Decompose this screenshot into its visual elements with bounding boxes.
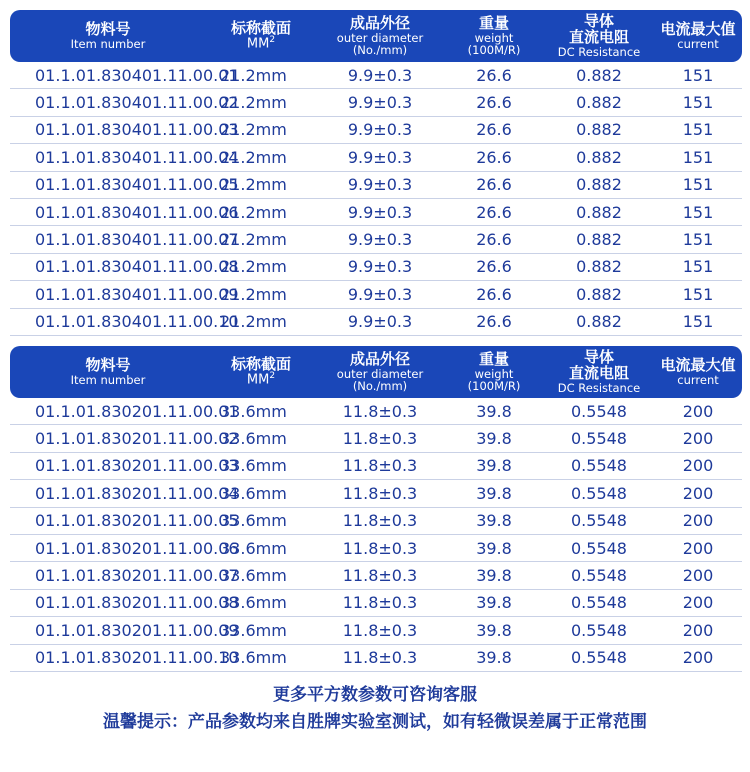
col-current bbox=[654, 22, 742, 50]
cell-section: 21.2mm bbox=[220, 257, 287, 277]
col-label-en-unit: (100M/R) bbox=[467, 42, 521, 57]
cell-outer-diameter: 11.8±0.3 bbox=[342, 620, 418, 640]
cell-current: 200 bbox=[682, 483, 714, 503]
cell-outer-diameter: 11.8±0.3 bbox=[342, 538, 418, 558]
cell-current: 200 bbox=[682, 429, 714, 449]
cell-weight: 26.6 bbox=[476, 257, 512, 277]
cell-outer-diameter: 11.8±0.3 bbox=[342, 483, 418, 503]
cell-section: 33.6mm bbox=[220, 648, 287, 668]
cell-item-number: 01.1.01.830401.11.00.03 bbox=[35, 120, 239, 140]
cell-current: 151 bbox=[682, 65, 714, 85]
cell-weight: 26.6 bbox=[476, 312, 512, 332]
cell-weight: 39.8 bbox=[476, 429, 512, 449]
cell-current: 151 bbox=[682, 93, 714, 113]
cell-current: 200 bbox=[682, 593, 714, 613]
cell-current: 200 bbox=[682, 511, 714, 531]
cell-section: 21.2mm bbox=[220, 202, 287, 222]
cell-current: 151 bbox=[682, 230, 714, 250]
cell-current: 151 bbox=[682, 175, 714, 195]
cell-section: 21.2mm bbox=[220, 120, 287, 140]
col-label-zh: 重量 bbox=[478, 350, 509, 369]
table-row bbox=[10, 62, 742, 89]
col-label-zh: 成品外径 bbox=[349, 350, 410, 369]
col-weight bbox=[444, 16, 544, 56]
cell-item-number: 01.1.01.830401.11.00.10 bbox=[35, 312, 239, 332]
cell-item-number: 01.1.01.830201.11.00.04 bbox=[35, 483, 239, 503]
col-label-en: current bbox=[677, 36, 719, 51]
table-row bbox=[10, 199, 742, 226]
cell-current: 200 bbox=[682, 401, 714, 421]
unit-text: MM bbox=[246, 372, 270, 388]
cell-current: 200 bbox=[682, 620, 714, 640]
cell-item-number: 01.1.01.830401.11.00.04 bbox=[35, 147, 239, 167]
cell-current: 151 bbox=[682, 284, 714, 304]
cell-resistance: 0.882 bbox=[576, 284, 622, 304]
cell-resistance: 0.5548 bbox=[571, 456, 627, 476]
table-row bbox=[10, 281, 742, 308]
cell-section: 21.2mm bbox=[220, 284, 287, 304]
col-label-en: Item number bbox=[70, 372, 146, 387]
table-row bbox=[10, 480, 742, 507]
col-label-unit bbox=[206, 372, 316, 387]
cell-resistance: 0.5548 bbox=[571, 483, 627, 503]
col-label-zh: 标称截面 bbox=[230, 18, 291, 37]
cell-weight: 26.6 bbox=[476, 93, 512, 113]
cell-outer-diameter: 9.9±0.3 bbox=[347, 93, 413, 113]
cell-weight: 26.6 bbox=[476, 202, 512, 222]
cell-outer-diameter: 9.9±0.3 bbox=[347, 312, 413, 332]
col-label-zh: 导体 bbox=[583, 348, 614, 367]
table-row bbox=[10, 590, 742, 617]
cell-outer-diameter: 11.8±0.3 bbox=[342, 566, 418, 586]
cell-resistance: 0.5548 bbox=[571, 429, 627, 449]
cell-item-number: 01.1.01.830201.11.00.01 bbox=[35, 401, 239, 421]
cell-section: 33.6mm bbox=[220, 483, 287, 503]
table-row bbox=[10, 398, 742, 425]
col-label-zh: 重量 bbox=[478, 14, 509, 33]
cell-item-number: 01.1.01.830401.11.00.01 bbox=[35, 65, 239, 85]
cell-item-number: 01.1.01.830201.11.00.03 bbox=[35, 456, 239, 476]
footer-disclaimer: 温馨提示：产品参数均来自胜牌实验室测试，如有轻微误差属于正常范围 bbox=[103, 712, 647, 732]
cell-outer-diameter: 11.8±0.3 bbox=[342, 429, 418, 449]
col-label-en: outer diameter bbox=[336, 30, 424, 45]
cell-section: 21.2mm bbox=[220, 65, 287, 85]
cell-section: 33.6mm bbox=[220, 401, 287, 421]
cell-item-number: 01.1.01.830401.11.00.09 bbox=[35, 284, 239, 304]
table-header bbox=[10, 10, 742, 62]
table-row bbox=[10, 89, 742, 116]
cell-item-number: 01.1.01.830201.11.00.02 bbox=[35, 429, 239, 449]
col-label-en: current bbox=[677, 372, 719, 387]
cell-current: 151 bbox=[682, 120, 714, 140]
col-weight bbox=[444, 352, 544, 392]
table-body bbox=[10, 62, 742, 336]
cell-weight: 39.8 bbox=[476, 483, 512, 503]
cell-outer-diameter: 9.9±0.3 bbox=[347, 257, 413, 277]
cell-weight: 39.8 bbox=[476, 593, 512, 613]
cell-item-number: 01.1.01.830201.11.00.05 bbox=[35, 511, 239, 531]
col-label-en-unit: (No./mm) bbox=[352, 42, 408, 57]
col-label-unit bbox=[206, 36, 316, 51]
table-row bbox=[10, 117, 742, 144]
cell-section: 33.6mm bbox=[220, 456, 287, 476]
cell-weight: 39.8 bbox=[476, 511, 512, 531]
col-label-zh: 电流最大值 bbox=[660, 356, 736, 375]
cell-current: 200 bbox=[682, 648, 714, 668]
cell-current: 200 bbox=[682, 456, 714, 476]
cell-outer-diameter: 9.9±0.3 bbox=[347, 175, 413, 195]
cell-outer-diameter: 11.8±0.3 bbox=[342, 648, 418, 668]
footer-note: 更多平方数参数可咨询客服 bbox=[273, 685, 477, 705]
col-label-zh-2: 直流电阻 bbox=[568, 363, 629, 382]
cell-outer-diameter: 9.9±0.3 bbox=[347, 230, 413, 250]
cell-item-number: 01.1.01.830401.11.00.05 bbox=[35, 175, 239, 195]
table-header bbox=[10, 346, 742, 398]
cell-section: 33.6mm bbox=[220, 511, 287, 531]
table-row bbox=[10, 617, 742, 644]
table-row bbox=[10, 425, 742, 452]
cell-outer-diameter: 9.9±0.3 bbox=[347, 120, 413, 140]
col-label-en-unit: (100M/R) bbox=[467, 378, 521, 393]
cell-outer-diameter: 9.9±0.3 bbox=[347, 147, 413, 167]
cell-section: 21.2mm bbox=[220, 312, 287, 332]
cell-weight: 26.6 bbox=[476, 175, 512, 195]
cell-resistance: 0.5548 bbox=[571, 648, 627, 668]
col-item-number bbox=[10, 22, 206, 50]
unit-superscript: 2 bbox=[269, 371, 276, 382]
cell-section: 33.6mm bbox=[220, 429, 287, 449]
cell-resistance: 0.882 bbox=[576, 202, 622, 222]
cell-section: 21.2mm bbox=[220, 147, 287, 167]
table-row bbox=[10, 172, 742, 199]
col-section bbox=[206, 18, 316, 52]
cell-weight: 26.6 bbox=[476, 65, 512, 85]
cell-current: 200 bbox=[682, 538, 714, 558]
cell-section: 21.2mm bbox=[220, 175, 287, 195]
cell-weight: 39.8 bbox=[476, 620, 512, 640]
cell-weight: 26.6 bbox=[476, 284, 512, 304]
cell-item-number: 01.1.01.830401.11.00.02 bbox=[35, 93, 239, 113]
table-row bbox=[10, 645, 742, 672]
col-label-en: Item number bbox=[70, 36, 146, 51]
cell-resistance: 0.882 bbox=[576, 65, 622, 85]
cell-weight: 39.8 bbox=[476, 401, 512, 421]
table-row bbox=[10, 144, 742, 171]
cell-weight: 39.8 bbox=[476, 648, 512, 668]
cell-weight: 39.8 bbox=[476, 538, 512, 558]
table-row bbox=[10, 453, 742, 480]
col-label-en: DC Resistance bbox=[557, 44, 641, 59]
col-label-zh-2: 直流电阻 bbox=[568, 27, 629, 46]
col-outer-diameter bbox=[316, 16, 444, 56]
cell-item-number: 01.1.01.830201.11.00.10 bbox=[35, 648, 239, 668]
cell-section: 21.2mm bbox=[220, 230, 287, 250]
cell-item-number: 01.1.01.830401.11.00.07 bbox=[35, 230, 239, 250]
cell-section: 33.6mm bbox=[220, 538, 287, 558]
cell-outer-diameter: 11.8±0.3 bbox=[342, 511, 418, 531]
col-label-en: DC Resistance bbox=[557, 380, 641, 395]
table-row bbox=[10, 254, 742, 281]
cell-outer-diameter: 11.8±0.3 bbox=[342, 401, 418, 421]
cell-section: 21.2mm bbox=[220, 93, 287, 113]
cell-resistance: 0.5548 bbox=[571, 593, 627, 613]
col-label-zh: 物料号 bbox=[85, 356, 131, 375]
cell-item-number: 01.1.01.830401.11.00.06 bbox=[35, 202, 239, 222]
cell-resistance: 0.882 bbox=[576, 312, 622, 332]
cell-item-number: 01.1.01.830201.11.00.09 bbox=[35, 620, 239, 640]
col-outer-diameter bbox=[316, 352, 444, 392]
cell-section: 33.6mm bbox=[220, 566, 287, 586]
cell-weight: 26.6 bbox=[476, 147, 512, 167]
cell-resistance: 0.882 bbox=[576, 120, 622, 140]
col-label-en-unit: (No./mm) bbox=[352, 378, 408, 393]
col-resistance bbox=[544, 14, 654, 58]
spec-table-21mm bbox=[10, 10, 742, 336]
cell-current: 151 bbox=[682, 312, 714, 332]
col-resistance bbox=[544, 350, 654, 394]
cell-resistance: 0.882 bbox=[576, 93, 622, 113]
cell-weight: 39.8 bbox=[476, 456, 512, 476]
col-label-en: weight bbox=[474, 30, 514, 45]
col-label-zh: 物料号 bbox=[85, 20, 131, 39]
table-row bbox=[10, 309, 742, 336]
cell-resistance: 0.882 bbox=[576, 257, 622, 277]
col-item-number bbox=[10, 358, 206, 386]
cell-current: 200 bbox=[682, 566, 714, 586]
cell-current: 151 bbox=[682, 257, 714, 277]
cell-outer-diameter: 9.9±0.3 bbox=[347, 202, 413, 222]
cell-resistance: 0.5548 bbox=[571, 566, 627, 586]
table-body bbox=[10, 398, 742, 672]
cell-section: 33.6mm bbox=[220, 620, 287, 640]
cell-current: 151 bbox=[682, 202, 714, 222]
unit-superscript: 2 bbox=[269, 35, 276, 46]
cell-resistance: 0.5548 bbox=[571, 511, 627, 531]
cell-resistance: 0.882 bbox=[576, 175, 622, 195]
cell-resistance: 0.5548 bbox=[571, 401, 627, 421]
cell-weight: 39.8 bbox=[476, 566, 512, 586]
cell-outer-diameter: 9.9±0.3 bbox=[347, 284, 413, 304]
col-label-en: weight bbox=[474, 366, 514, 381]
cell-outer-diameter: 11.8±0.3 bbox=[342, 593, 418, 613]
unit-text: MM bbox=[246, 36, 270, 52]
cell-item-number: 01.1.01.830201.11.00.06 bbox=[35, 538, 239, 558]
cell-resistance: 0.5548 bbox=[571, 538, 627, 558]
cell-item-number: 01.1.01.830401.11.00.08 bbox=[35, 257, 239, 277]
spec-table-33mm bbox=[10, 346, 742, 672]
cell-weight: 26.6 bbox=[476, 230, 512, 250]
cell-section: 33.6mm bbox=[220, 593, 287, 613]
col-label-zh: 成品外径 bbox=[349, 14, 410, 33]
col-label-zh: 电流最大值 bbox=[660, 20, 736, 39]
table-row bbox=[10, 562, 742, 589]
col-current bbox=[654, 358, 742, 386]
cell-item-number: 01.1.01.830201.11.00.07 bbox=[35, 566, 239, 586]
cell-resistance: 0.5548 bbox=[571, 620, 627, 640]
cell-item-number: 01.1.01.830201.11.00.08 bbox=[35, 593, 239, 613]
table-row bbox=[10, 226, 742, 253]
cell-current: 151 bbox=[682, 147, 714, 167]
cell-weight: 26.6 bbox=[476, 120, 512, 140]
cell-outer-diameter: 9.9±0.3 bbox=[347, 65, 413, 85]
table-row bbox=[10, 535, 742, 562]
col-label-zh: 导体 bbox=[583, 12, 614, 31]
cell-resistance: 0.882 bbox=[576, 230, 622, 250]
col-label-zh: 标称截面 bbox=[230, 354, 291, 373]
cell-resistance: 0.882 bbox=[576, 147, 622, 167]
cell-outer-diameter: 11.8±0.3 bbox=[342, 456, 418, 476]
table-row bbox=[10, 508, 742, 535]
col-section bbox=[206, 354, 316, 388]
col-label-en: outer diameter bbox=[336, 366, 424, 381]
